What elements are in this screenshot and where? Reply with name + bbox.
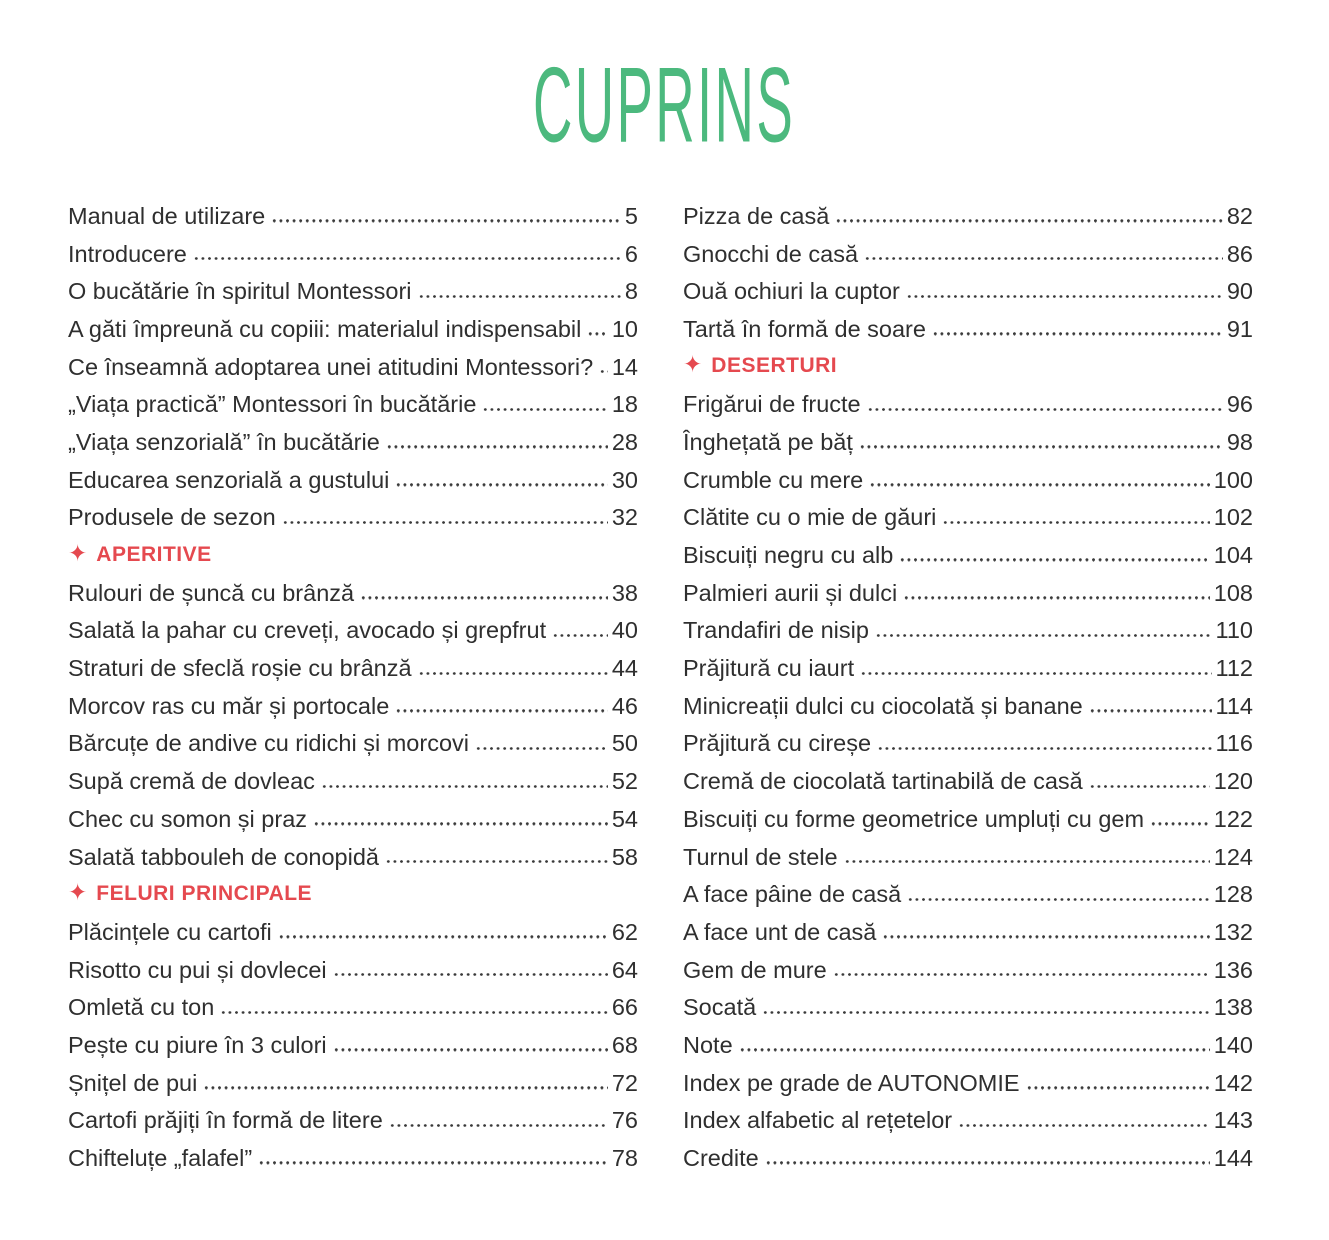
toc-entry-label: Index alfabetic al rețetelor: [683, 1107, 953, 1134]
dot-leader: [395, 709, 608, 712]
toc-entry: [683, 498, 1253, 536]
toc-entry-page: 143: [1213, 1107, 1253, 1134]
dot-leader: [386, 445, 608, 448]
toc-entry: [68, 1101, 638, 1139]
dot-leader: [313, 822, 608, 825]
dot-leader: [203, 1086, 608, 1089]
toc-entry-page: 18: [611, 391, 638, 418]
toc-entry: [683, 611, 1253, 649]
dot-leader: [599, 370, 608, 373]
toc-entry-page: 76: [611, 1107, 638, 1134]
dot-leader: [193, 257, 621, 260]
toc-entry-page: 10: [611, 315, 638, 342]
toc-entry: [683, 912, 1253, 950]
toc-entry-page: 142: [1213, 1069, 1253, 1096]
toc-entry-page: 62: [611, 918, 638, 945]
toc-entry-page: 28: [611, 428, 638, 455]
toc-entry: [683, 422, 1253, 460]
toc-entry: [683, 950, 1253, 988]
toc-entry-page: 128: [1213, 881, 1253, 908]
dot-leader: [942, 521, 1209, 524]
dot-leader: [875, 634, 1212, 637]
page-title: CUPRINS: [533, 45, 796, 165]
toc-entry-page: 44: [611, 655, 638, 682]
toc-entry-label: Palmieri aurii și dulci: [683, 579, 898, 606]
toc-entry: [68, 196, 638, 234]
toc-entry-page: 78: [611, 1145, 638, 1172]
toc-entry-label: Biscuiți cu forme geometrice umpluți cu gem: [683, 805, 1145, 832]
toc-entry: [683, 196, 1253, 234]
toc-entry-page: 96: [1226, 391, 1253, 418]
toc-entry: [68, 987, 638, 1025]
section-feluri-principale: [68, 874, 638, 912]
diamond-icon: ✦: [68, 880, 88, 907]
toc-entry: [68, 347, 638, 385]
toc-entry: [683, 686, 1253, 724]
toc-column-right: [683, 196, 1253, 1176]
toc-entry-label: Supă cremă de dovleac: [68, 768, 315, 795]
toc-entry: [683, 837, 1253, 875]
toc-entry-page: 102: [1213, 504, 1253, 531]
toc-entry-label: Manual de utilizare: [68, 202, 266, 229]
toc-entry: [68, 573, 638, 611]
dot-leader: [762, 1011, 1210, 1014]
dot-leader: [389, 1124, 608, 1127]
toc-entry-page: 110: [1215, 617, 1253, 644]
dot-leader: [333, 973, 608, 976]
toc-entry-label: Chifteluțe „falafel”: [68, 1145, 253, 1172]
toc-entry-page: 100: [1213, 466, 1253, 493]
dot-leader: [877, 747, 1211, 750]
toc-entry-label: Ce înseamnă adoptarea unei atitudini Montessori?: [68, 353, 594, 380]
toc-entry: [68, 799, 638, 837]
toc-entry-page: 138: [1213, 994, 1253, 1021]
toc-entry-label: Rulouri de șuncă cu brânză: [68, 579, 355, 606]
toc-entry-label: Trandafiri de nisip: [683, 617, 869, 644]
toc-entry-page: 8: [624, 278, 638, 305]
toc-entry-label: Straturi de sfeclă roșie cu brânză: [68, 655, 412, 682]
toc-entry: [68, 384, 638, 422]
toc-entry-page: 136: [1213, 956, 1253, 983]
toc-entry-label: Salată la pahar cu creveți, avocado și grepfrut: [68, 617, 547, 644]
toc-entry: [68, 686, 638, 724]
toc-entry: [68, 234, 638, 272]
section-label: DESERTURI: [711, 354, 838, 378]
toc-entry: [68, 912, 638, 950]
toc-entry: [68, 498, 638, 536]
toc-entry-label: Turnul de stele: [683, 843, 838, 870]
toc-entry-page: 68: [611, 1031, 638, 1058]
dot-leader: [482, 408, 607, 411]
dot-leader: [903, 596, 1210, 599]
toc-entry: [68, 1063, 638, 1101]
toc-entry-label: Salată tabbouleh de conopidă: [68, 843, 379, 870]
section-label: FELURI PRINCIPALE: [96, 882, 313, 906]
toc-entry-page: 40: [611, 617, 638, 644]
dot-leader: [278, 935, 608, 938]
dot-leader: [833, 973, 1210, 976]
dot-leader: [1150, 822, 1210, 825]
toc-entry-label: Morcov ras cu măr și portocale: [68, 692, 390, 719]
section-label: APERITIVE: [96, 542, 212, 566]
toc-entry-label: Frigărui de fructe: [683, 391, 861, 418]
dot-leader: [864, 257, 1223, 260]
diamond-icon: ✦: [683, 352, 703, 379]
toc-entry: [683, 460, 1253, 498]
toc-entry-page: 98: [1226, 428, 1253, 455]
toc-entry-page: 104: [1213, 542, 1253, 569]
toc-entry-label: Introducere: [68, 240, 187, 267]
dot-leader: [385, 860, 608, 863]
toc-entry-label: „Viața practică” Montessori în bucătărie: [68, 391, 477, 418]
dot-leader: [475, 747, 608, 750]
dot-leader: [844, 860, 1210, 863]
toc-entry-label: Înghețată pe băț: [683, 428, 853, 455]
toc-entry-page: 122: [1213, 805, 1253, 832]
dot-leader: [835, 219, 1223, 222]
dot-leader: [869, 483, 1210, 486]
dot-leader: [418, 295, 621, 298]
toc-entry-page: 90: [1226, 278, 1253, 305]
toc-entry-label: Ouă ochiuri la cuptor: [683, 278, 900, 305]
toc-entry: [68, 761, 638, 799]
toc-entry: [683, 573, 1253, 611]
dot-leader: [859, 445, 1223, 448]
toc-entry-page: 54: [611, 805, 638, 832]
toc-entry-label: Gnocchi de casă: [683, 240, 859, 267]
toc-entry-page: 58: [611, 843, 638, 870]
dot-leader: [321, 785, 608, 788]
dot-leader: [899, 558, 1209, 561]
dot-leader: [882, 935, 1209, 938]
toc-entry: [683, 799, 1253, 837]
toc-entry: [68, 648, 638, 686]
toc-entry: [683, 987, 1253, 1025]
toc-entry-page: 132: [1213, 918, 1253, 945]
toc-entry-page: 50: [611, 730, 638, 757]
toc-entry: [68, 950, 638, 988]
toc-entry: [683, 1025, 1253, 1063]
toc-entry-page: 32: [611, 504, 638, 531]
toc-entry-label: Crumble cu mere: [683, 466, 864, 493]
dot-leader: [958, 1124, 1210, 1127]
toc-entry: [68, 611, 638, 649]
toc-entry-label: Minicreații dulci cu ciocolată și banane: [683, 692, 1083, 719]
toc-entry-page: 6: [624, 240, 638, 267]
toc-entry: [68, 422, 638, 460]
dot-leader: [739, 1048, 1210, 1051]
toc-entry-page: 140: [1213, 1031, 1253, 1058]
toc-entry-label: Cartofi prăjiți în formă de litere: [68, 1107, 383, 1134]
dot-leader: [418, 672, 608, 675]
dot-leader: [1089, 785, 1210, 788]
toc-entry: [68, 460, 638, 498]
toc-entry-label: Bărcuțe de andive cu ridichi și morcovi: [68, 730, 469, 757]
toc-entry-page: 82: [1226, 202, 1253, 229]
toc-entry: [683, 535, 1253, 573]
dot-leader: [587, 332, 607, 335]
toc-entry-label: Biscuiți negru cu alb: [683, 542, 894, 569]
toc-entry: [68, 271, 638, 309]
diamond-icon: ✦: [68, 540, 88, 567]
toc-entry: [683, 271, 1253, 309]
dot-leader: [1026, 1086, 1210, 1089]
toc-entry: [68, 1025, 638, 1063]
toc-entry-label: Omletă cu ton: [68, 994, 215, 1021]
toc-entry-label: Prăjitură cu cireșe: [683, 730, 872, 757]
toc-entry-page: 46: [611, 692, 638, 719]
toc-entry: [68, 724, 638, 762]
page-header: [0, 0, 1329, 196]
toc-entry-label: Risotto cu pui și dovlecei: [68, 956, 327, 983]
toc-entry-label: Cremă de ciocolată tartinabilă de casă: [683, 768, 1083, 795]
toc-entry: [68, 309, 638, 347]
toc-entry-page: 116: [1215, 730, 1253, 757]
dot-leader: [258, 1161, 608, 1164]
dot-leader: [220, 1011, 608, 1014]
toc-entry: [683, 309, 1253, 347]
toc-entry-label: Plăcințele cu cartofi: [68, 918, 272, 945]
toc-entry: [683, 1063, 1253, 1101]
dot-leader: [1089, 709, 1212, 712]
toc-entry-page: 108: [1213, 579, 1253, 606]
dot-leader: [765, 1161, 1210, 1164]
toc-entry-page: 64: [611, 956, 638, 983]
toc-entry-page: 52: [611, 768, 638, 795]
toc-entry: [683, 724, 1253, 762]
toc-entry-label: Index pe grade de AUTONOMIE: [683, 1069, 1020, 1096]
toc-entry: [683, 648, 1253, 686]
toc-entry: [683, 761, 1253, 799]
table-of-contents: [0, 196, 1329, 1176]
toc-entry-page: 86: [1226, 240, 1253, 267]
toc-entry: [683, 384, 1253, 422]
toc-entry: [68, 1138, 638, 1176]
toc-entry-label: Produsele de sezon: [68, 504, 276, 531]
dot-leader: [867, 408, 1223, 411]
toc-entry-page: 30: [611, 466, 638, 493]
toc-entry-page: 72: [611, 1069, 638, 1096]
toc-entry-page: 144: [1213, 1145, 1253, 1172]
toc-entry-label: Chec cu somon și praz: [68, 805, 308, 832]
toc-entry-page: 38: [611, 579, 638, 606]
toc-entry-label: Note: [683, 1031, 733, 1058]
toc-entry-page: 124: [1213, 843, 1253, 870]
toc-entry-page: 91: [1226, 315, 1253, 342]
toc-entry-label: A găti împreună cu copiii: materialul indispensabil: [68, 315, 582, 342]
section-deserturi: [683, 347, 1253, 385]
toc-entry-page: 114: [1215, 692, 1253, 719]
toc-entry-label: Socată: [683, 994, 757, 1021]
toc-entry-page: 112: [1215, 655, 1253, 682]
toc-entry-page: 14: [611, 353, 638, 380]
toc-entry: [683, 234, 1253, 272]
toc-entry-label: Tartă în formă de soare: [683, 315, 926, 342]
toc-entry: [683, 1138, 1253, 1176]
dot-leader: [395, 483, 607, 486]
dot-leader: [282, 521, 608, 524]
toc-entry: [683, 1101, 1253, 1139]
dot-leader: [907, 898, 1210, 901]
toc-column-left: [68, 196, 638, 1176]
toc-entry-label: Șnițel de pui: [68, 1069, 198, 1096]
toc-entry-label: Gem de mure: [683, 956, 827, 983]
toc-entry-page: 120: [1213, 768, 1253, 795]
section-aperitive: [68, 535, 638, 573]
toc-entry-label: O bucătărie în spiritul Montessori: [68, 278, 412, 305]
toc-entry-label: Educarea senzorială a gustului: [68, 466, 390, 493]
toc-entry-page: 5: [624, 202, 638, 229]
toc-entry-label: A face unt de casă: [683, 918, 877, 945]
toc-entry-label: „Viața senzorială” în bucătărie: [68, 428, 380, 455]
toc-entry-label: Pește cu piure în 3 culori: [68, 1031, 327, 1058]
toc-entry: [683, 874, 1253, 912]
toc-entry-label: Pizza de casă: [683, 202, 830, 229]
dot-leader: [932, 332, 1223, 335]
dot-leader: [906, 295, 1223, 298]
toc-entry-label: Prăjitură cu iaurt: [683, 655, 855, 682]
toc-entry-label: Clătite cu o mie de găuri: [683, 504, 937, 531]
toc-entry-label: A face pâine de casă: [683, 881, 902, 908]
dot-leader: [860, 672, 1211, 675]
dot-leader: [271, 219, 621, 222]
dot-leader: [360, 596, 608, 599]
dot-leader: [333, 1048, 608, 1051]
toc-entry-page: 66: [611, 994, 638, 1021]
toc-entry: [68, 837, 638, 875]
dot-leader: [552, 634, 608, 637]
toc-entry-label: Credite: [683, 1145, 759, 1172]
